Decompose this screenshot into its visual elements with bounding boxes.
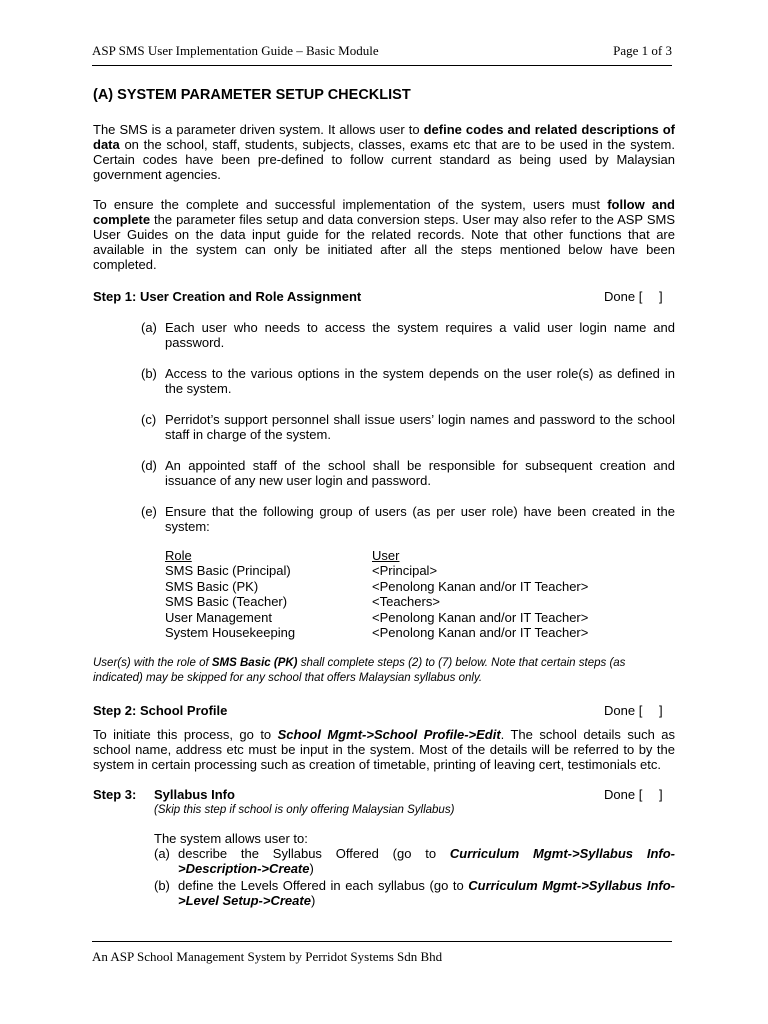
list-item: (e) Ensure that the following group of users (as per user role) have been created in the system: <box>141 504 675 534</box>
table-row: SMS Basic (PK) <Penolong Kanan and/or IT Teacher> <box>165 578 589 594</box>
step-2-heading <box>93 703 675 719</box>
step-3-heading <box>93 787 675 803</box>
table-row: System Housekeeping <Penolong Kanan and/or IT Teacher> <box>165 624 589 640</box>
step-2-done-close: ] <box>659 703 663 719</box>
step-2-description: To initiate this process, go to School Mgmt->School Profile->Edit. The school details such as school name, address etc must be input in the system. Most of the details will be referred to by the system in certain processing such as creation of timetable, printing of leaving cert, testimonials etc. <box>93 727 675 773</box>
step-1-heading <box>93 289 675 305</box>
list-item: (a) Each user who needs to access the system requires a valid user login name and password. <box>141 320 675 350</box>
list-item: (b) define the Levels Offered in each syllabus (go to Curriculum Mgmt->Syllabus Info->Level Setup->Create) <box>154 878 675 909</box>
table-row: User Management <Penolong Kanan and/or IT Teacher> <box>165 609 589 625</box>
page-header <box>92 43 676 63</box>
step-3-subnote: (Skip this step if school is only offering Malaysian Syllabus) <box>154 804 455 817</box>
role-table <box>165 548 675 640</box>
intro-paragraph-1: The SMS is a parameter driven system. It allows user to define codes and related descriptions of data on the school, staff, students, subjects, classes, exams etc that are to be used in the system. Certain codes have been pre-defined to follow current standard as being used by Malaysian government agencies. <box>93 122 675 182</box>
list-item: (a) describe the Syllabus Offered (go to Curriculum Mgmt->Syllabus Info->Description->Create) <box>154 846 675 877</box>
list-item: (b) Access to the various options in the system depends on the user role(s) as defined in the system. <box>141 366 675 396</box>
header-rule <box>92 65 672 66</box>
page-number: Page 1 of 3 <box>613 43 672 58</box>
step-3-intro: The system allows user to: <box>154 831 308 847</box>
step-3-items <box>154 846 675 908</box>
step-2-title: Step 2: School Profile <box>93 703 228 719</box>
page-footer: An ASP School Management System by Perridot Systems Sdn Bhd <box>92 949 443 964</box>
step-1-items <box>141 320 675 534</box>
step-1-done-close: ] <box>659 289 663 304</box>
step-2-done-checkbox: Done [ <box>604 703 643 719</box>
step-1-title: Step 1: User Creation and Role Assignment <box>93 289 362 304</box>
step-1-done-checkbox: Done [ <box>604 289 643 304</box>
intro-paragraph-2: To ensure the complete and successful implementation of the system, users must follow and complete the parameter files setup and data conversion steps. User may also refer to the ASP SMS User Guides on the data input guide for the related records. Note that other functions that are available in the system can only be initiated after all the steps mentioned below have been completed. <box>93 197 675 272</box>
user-column-header: User <box>372 548 400 563</box>
table-row: SMS Basic (Teacher) <Teachers> <box>165 594 440 610</box>
list-item: (d) An appointed staff of the school shall be responsible for subsequent creation and issuance of any new user login and password. <box>141 458 675 488</box>
footer-rule <box>92 941 672 942</box>
section-title: (A) SYSTEM PARAMETER SETUP CHECKLIST <box>93 87 411 103</box>
table-row: SMS Basic (Principal) <Principal> <box>165 563 438 579</box>
step-3-label: Step 3: <box>93 787 137 803</box>
page-body <box>93 86 675 910</box>
list-item: (c) Perridot’s support personnel shall issue users’ login names and password to the school staff in charge of the system. <box>141 412 675 442</box>
step-3-done-close: ] <box>659 787 663 803</box>
role-note: User(s) with the role of SMS Basic (PK) shall complete steps (2) to (7) below. Note that certain steps (as indicated) may be skipped for any school that offers Malaysian syllabus only. <box>93 657 626 684</box>
step-3-done-checkbox: Done [ <box>604 787 643 803</box>
role-table-header <box>165 548 675 563</box>
header-title: ASP SMS User Implementation Guide – Basic Module <box>92 43 379 58</box>
role-column-header: Role <box>165 548 192 563</box>
step-3-title: Syllabus Info <box>154 787 235 803</box>
